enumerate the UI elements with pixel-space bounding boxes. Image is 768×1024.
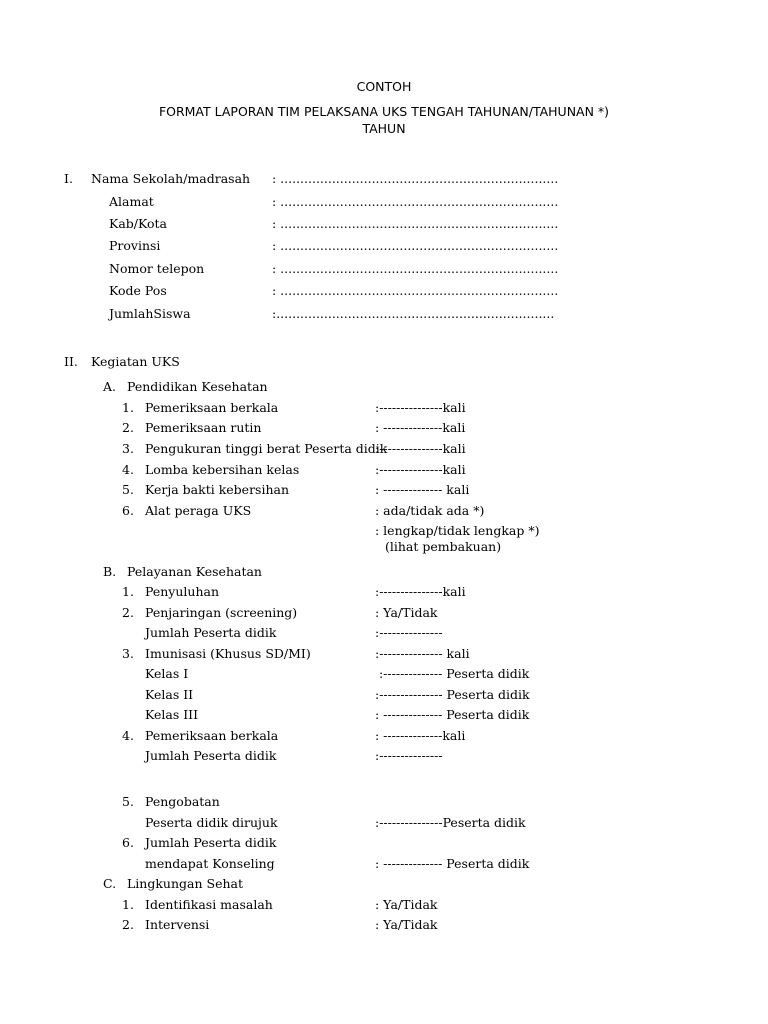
field-label-jumlah-siswa: JumlahSiswa (109, 306, 191, 321)
list-item-value[interactable]: :---------------kali (375, 441, 466, 456)
field-label-alamat: Alamat (109, 194, 154, 209)
list-item-number: 5. (122, 794, 134, 809)
list-item-label: Kelas III (145, 707, 199, 722)
subsection-c-title: Lingkungan Sehat (127, 876, 243, 891)
section-ii-title: Kegiatan UKS (91, 354, 180, 369)
list-item-value[interactable]: : -------------- kali (375, 482, 470, 497)
alat-peraga-note: (lihat pembakuan) (385, 539, 502, 554)
list-item-label: Imunisasi (Khusus SD/MI) (145, 646, 311, 661)
field-value-kode-pos[interactable]: : ...................................................................... (272, 283, 559, 298)
list-item-number: 2. (122, 917, 134, 932)
list-item-label: Jumlah Peserta didik (145, 748, 277, 763)
list-item-number: 1. (122, 897, 134, 912)
subsection-a-title: Pendidikan Kesehatan (127, 379, 268, 394)
list-item-label: Identifikasi masalah (145, 897, 273, 912)
field-label-provinsi: Provinsi (109, 238, 161, 253)
list-item-value[interactable]: : -------------- Peserta didik (375, 707, 530, 722)
list-item-label: mendapat Konseling (145, 856, 275, 871)
list-item-number: 1. (122, 400, 134, 415)
section-ii-numeral: II. (64, 354, 78, 369)
field-value-jumlah-siswa[interactable]: :...................................................................... (272, 306, 555, 321)
list-item-label: Pemeriksaan rutin (145, 420, 262, 435)
subsection-c-letter: C. (103, 876, 117, 891)
list-item-number: 2. (122, 420, 134, 435)
field-value-nomor-telepon[interactable]: : ...................................................................... (272, 261, 559, 276)
field-label-nomor-telepon: Nomor telepon (109, 261, 205, 276)
list-item-value[interactable]: : Ya/Tidak (375, 605, 438, 620)
doc-label-contoh: CONTOH (356, 79, 412, 94)
list-item-value[interactable]: :-------------- Peserta didik (375, 666, 530, 681)
list-item-number: 3. (122, 441, 134, 456)
list-item-value[interactable]: : --------------kali (375, 728, 466, 743)
doc-title-year: TAHUN (362, 121, 406, 136)
list-item-label: Pemeriksaan berkala (145, 400, 279, 415)
list-item-value[interactable]: :--------------- (375, 748, 443, 763)
list-item-number: 1. (122, 584, 134, 599)
list-item-label: Intervensi (145, 917, 210, 932)
list-item-label: Pengobatan (145, 794, 220, 809)
list-item-label: Lomba kebersihan kelas (145, 462, 300, 477)
list-item-number: 4. (122, 728, 134, 743)
doc-title: FORMAT LAPORAN TIM PELAKSANA UKS TENGAH TAHUNAN/TAHUNAN *) (158, 104, 610, 119)
list-item-number: 6. (122, 835, 134, 850)
field-value-alamat[interactable]: : ...................................................................... (272, 194, 559, 209)
list-item-value[interactable]: :--------------- kali (375, 646, 470, 661)
list-item-value[interactable]: :---------------kali (375, 400, 466, 415)
subsection-b-title: Pelayanan Kesehatan (127, 564, 262, 579)
list-item-number: 3. (122, 646, 134, 661)
field-value-provinsi[interactable]: : ...................................................................... (272, 238, 559, 253)
list-item-label: Kelas II (145, 687, 194, 702)
section-i-numeral: I. (64, 171, 73, 186)
field-value-nama-sekolah[interactable]: : ...................................................................... (272, 171, 559, 186)
list-item-value[interactable]: : Ya/Tidak (375, 897, 438, 912)
list-item-label: Kerja bakti kebersihan (145, 482, 290, 497)
list-item-label: Peserta didik dirujuk (145, 815, 278, 830)
list-item-value[interactable]: :--------------- Peserta didik (375, 687, 530, 702)
list-item-value[interactable]: :---------------kali (375, 584, 466, 599)
field-label-kode-pos: Kode Pos (109, 283, 167, 298)
list-item-label: Pemeriksaan berkala (145, 728, 279, 743)
list-item-value[interactable]: : Ya/Tidak (375, 917, 438, 932)
subsection-a-letter: A. (103, 379, 117, 394)
list-item-number: 6. (122, 503, 134, 518)
list-item-value[interactable]: : -------------- Peserta didik (375, 856, 530, 871)
list-item-label: Jumlah Peserta didik (145, 835, 277, 850)
list-item-label: Jumlah Peserta didik (145, 625, 277, 640)
list-item-number: 4. (122, 462, 134, 477)
field-value-kab-kota[interactable]: : ...................................................................... (272, 216, 559, 231)
list-item-number: 5. (122, 482, 134, 497)
field-label-kab-kota: Kab/Kota (109, 216, 168, 231)
list-item-number: 2. (122, 605, 134, 620)
list-item-label: Penyuluhan (145, 584, 220, 599)
list-item-label: Penjaringan (screening) (145, 605, 298, 620)
subsection-b-letter: B. (103, 564, 117, 579)
list-item-value[interactable]: : ada/tidak ada *) (375, 503, 485, 518)
list-item-value[interactable]: :---------------kali (375, 462, 466, 477)
list-item-value[interactable]: :---------------Peserta didik (375, 815, 526, 830)
field-label-nama-sekolah: Nama Sekolah/madrasah (91, 171, 251, 186)
list-item-value[interactable]: :--------------- (375, 625, 443, 640)
list-item-label: Kelas I (145, 666, 189, 681)
list-item-label: Pengukuran tinggi berat Peserta didik (145, 441, 388, 456)
list-item-label: Alat peraga UKS (145, 503, 252, 518)
alat-peraga-completeness[interactable]: : lengkap/tidak lengkap *) (375, 523, 540, 538)
list-item-value[interactable]: : --------------kali (375, 420, 466, 435)
